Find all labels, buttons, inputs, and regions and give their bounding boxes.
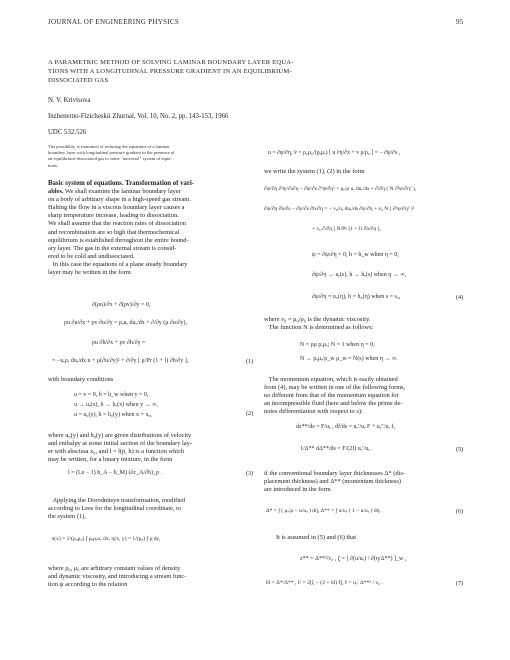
equation-transform: s(x) = 1/(ρ₀μ₀) ∫ ρₑμₑuₑ dx, η(x, y) = 1/(ρ₀) ∫ ρ dy, [52,536,161,542]
paragraph-line: an incompressible fluid (here and below the prime de- [264,400,403,408]
equation-N: N → ρₑμₑ/ρ_w μ_w = N(s) when η → ∞. [300,356,398,362]
paragraph [264,376,469,416]
paragraph-line: no different from that of the momentum equation for [264,392,399,400]
udc-code: UDC 532.526 [48,129,87,136]
equation-bc: ∂ψ/∂η = u₀(η), h = h₀(η) when s = s₀, [312,294,401,300]
equation-N: N = ρμ ρₑμₑ; N = 1 when η = 0, [300,342,375,348]
paragraph-line: from (4), may be written in one of the following forms, [264,384,406,392]
paragraph [264,316,469,332]
abstract-line: tions. [48,162,59,168]
paragraph-line: We shall examine the laminar boundary layer [64,188,181,196]
bc-intro: with boundary conditions [48,376,114,383]
abstract-line: an equilibrium-dissociated gas to some "universal" system of equa- [48,156,172,162]
paragraph-line: The momentum equation, which is easily obtained [264,376,398,383]
equation-thickness: Δ* = ∫ ( ρₑ/ρ − u/uₑ ) dη, Δ** = ∫ u/uₑ ( 1 − u/uₑ ) dη. [266,508,381,514]
paragraph-line: where ν₀ = μ₀/ρ₀ is the dynamic viscosity. [264,316,371,323]
equation-energy: ρu ∂h/∂x + ρv ∂h/∂y = [92,340,146,346]
paragraph-line: ary layer. The gas in the external stream is consid- [48,244,177,252]
paragraph-line: We shall assume that the reaction rates of dissociation [48,220,186,228]
equation-number: (2) [246,410,254,417]
paragraph-line: and recombination are so high that thermochemical [48,228,180,236]
equation-r1: ∂ψ/∂η ∂²ψ/∂s∂η − ∂ψ/∂s ∂²ψ/∂η² = ρₑ/ρ uₑ duₑ/ds + ∂/∂η ( N ∂²ψ/∂η² ), [264,186,417,192]
paragraph-line: ered to be cold and undissociated. [48,252,135,260]
title-line: DISSOCIATED GAS [48,77,109,84]
section-heading: ables. [48,188,64,196]
equation-number: (3) [246,470,254,477]
paragraph-line: In this case the equations of a plane steady boundary [48,260,188,268]
paragraph-line: tion ψ according to the relation [48,581,128,589]
paragraph-line: notes differentiation with respect to s): [264,408,363,416]
equation-number: (5) [456,446,464,453]
equation-number: (4) [456,294,464,301]
paragraph-line: Halting the flow in a viscous boundary layer causes a [48,204,185,212]
paragraph [48,432,258,464]
equation-momentum-integral: 1/Δ** dΔ**/ds = F/(2f) uₑ′/uₑ . [300,446,373,452]
paragraph-line: equilibrium is established throughout the entire bound- [48,236,189,244]
paragraph-line: and enthalpy at some initial section of the boundary lay- [48,440,192,448]
journal-header: JOURNAL OF ENGINEERING PHYSICS [48,18,180,26]
equation-number: (6) [456,508,464,515]
paragraph-line: where u₀(y) and h₀(y) are given distributions of velocity [48,432,192,439]
bc-line: u → uₑ(x), h → hₑ(x) when y → ∞, [74,402,158,408]
equation-H: H = Δ*/Δ** , F = 2[ζ − (2 + H) f], f = uₑ′ Δ**² / ν₀ . [266,580,383,586]
paragraph [48,565,258,589]
paragraph-line: according to Lees for the longitudinal coordinate, to [48,505,182,513]
left-column [48,180,258,277]
abstract-line: boundary layer with longitudinal pressure gradient in the presence of [48,150,175,156]
article-title [48,58,468,85]
equation-r2: ∂ψ/∂η ∂h/∂s − ∂ψ/∂s ∂h/∂η = − ν₀/uₑ duₑ/ds ∂ψ/∂η + ν₀ N ( ∂²ψ/∂η² )² [264,206,415,212]
paragraph-line: on a body of arbitrary shape in a high-speed gas stream. [48,196,191,204]
bc-line: u = u₀(y), h = h₀(y) when x = x₀, [74,412,152,418]
paragraph-line: we write the system (1), (2) in the form [264,168,365,175]
equation-continuity: ∂(ρu)/∂x + ∂(ρv)/∂y = 0, [92,302,151,308]
equation-stream-function: u = ∂ψ/∂η, v̄ = ρ₀μ₀/(ρₑμₑ) [ u ∂η/∂x + v ρ/ρ₀ ] = − ∂ψ/∂s , [268,150,401,156]
equation-l: l = (Le − 1) h_A − h_M) (∂c_A/∂h)_p . [68,470,163,476]
title-line: A PARAMETRIC METHOD OF SOLVING LAMINAR BOUNDARY LAYER EQUA- [48,59,294,66]
paragraph [264,470,469,494]
equation-number: (1) [246,358,254,365]
equation-momentum-integral: dz**/ds = F/uₑ , df/ds = uₑ′/uₑ F + uₑ″/uₑ f, [296,424,395,430]
paragraph-line: if the conventional boundary layer thicknesses Δ* (dis- [264,470,405,477]
paragraph-line: are introduced in the form [264,486,331,494]
boundary-conditions [74,390,158,420]
section-heading-cont [48,188,258,196]
paragraph [48,497,258,521]
paragraph-line: where ρ₀, μ₀ are arbitrary constant values of density [48,565,181,572]
equation-momentum: ρu ∂u/∂x + ρv ∂u/∂y = ρₑuₑ duₑ/dx + ∂/∂y (μ ∂u/∂y), [64,320,188,326]
paragraph-line: Applying the Dorodnitsyn transformation, modified [48,497,186,504]
equation-z: z** = Δ**²/ν₀ , ζ = [ ∂(u/uₑ) / ∂(η/Δ**) ]_w , [300,556,407,562]
author: N. V. Krivtsova [48,97,91,104]
abstract [48,144,258,169]
title-line: TIONS WITH A LONGITUDINAL PRESSURE GRADIENT IN AN EQUILIBRIUM- [48,68,292,75]
paragraph-line: The function N is determined as follows: [264,324,374,332]
equation-bc: ψ = ∂ψ/∂η = 0, h = h_w when η = 0, [312,252,399,258]
section-heading: Basic system of equations. Transformation of vari- [48,180,195,187]
paragraph-line: sharp temperature increase, leading to dissociation. [48,212,179,220]
paragraph-line: It is assumed in (5) and (6) that [276,534,357,541]
paragraph-line: layer may be written in the form [48,269,131,277]
paragraph-line: er with abscissa x₀, and l = l(p, h) is a function which [48,448,185,456]
equation-bc: ∂ψ/∂η → uₑ(s), h → hₑ(s) when η → ∞, [312,272,407,278]
page-number: 95 [456,18,464,26]
paragraph-line: the system (1), [48,513,86,521]
paragraph-line: may be written, for a binary mixture, in the form [48,456,173,464]
equation-energy-rhs: = −uₑρₑ duₑ/dx u + μ(∂u/∂y)² + ∂/∂y [ μ/Pr (1 + l) ∂h/∂y ], [52,358,189,364]
equation-number: (7) [456,580,464,587]
paragraph-line: placement thickness) and Δ** (momentum thickness) [264,478,402,486]
paragraph-line: and dynamic viscosity, and introducing a stream func- [48,573,187,581]
citation: Inzhenerno-Fizicheskii Zhurnal, Vol. 10, No. 2, pp. 143-153, 1966 [48,113,229,120]
bc-line: u = v = 0, h = h_w when y = 0, [74,392,149,398]
equation-r2-cont: + ν₀ ∂/∂η [ N/Pr (1 + l) ∂h/∂η ], [312,226,381,232]
abstract-line: The possibility is examined of reducing the equations of a laminar [48,144,170,149]
